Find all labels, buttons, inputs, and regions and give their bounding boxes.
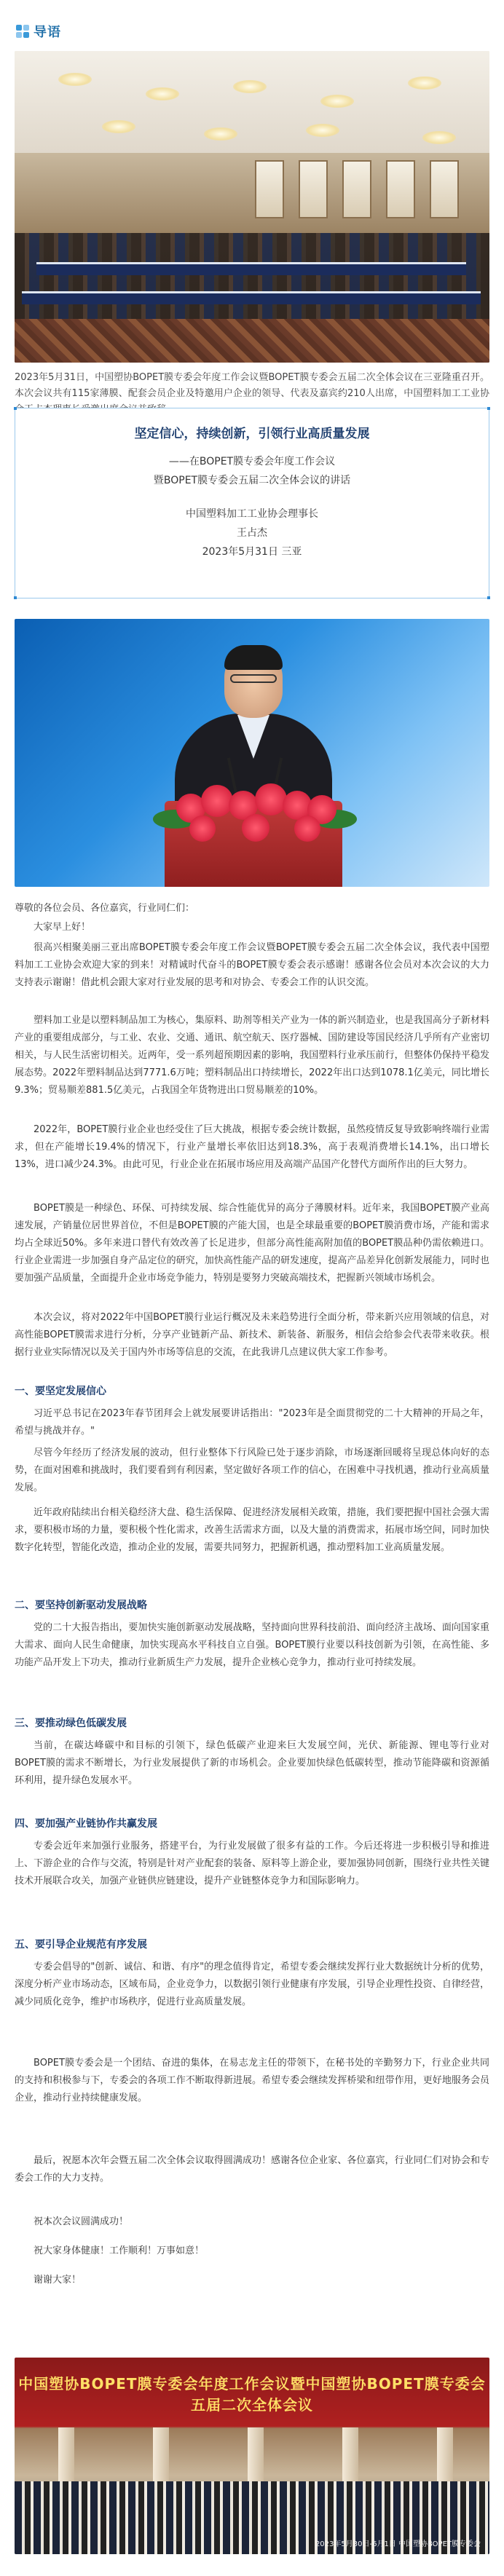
closing-line-3: 谢谢大家！ xyxy=(34,2275,82,2285)
conference-hall-photo xyxy=(15,51,489,363)
intro-label: 导语 xyxy=(34,25,61,40)
section-heading-3: 三、要推动绿色低碳发展 xyxy=(15,1718,127,1729)
section-heading-1: 一、要坚定发展信心 xyxy=(15,1386,106,1397)
speech-subtitle-2: 暨BOPET膜专委会五届二次全体会议的讲话 xyxy=(153,475,351,486)
section-1-paragraph-3: 近年政府陆续出台相关稳经济大盘、稳生活保障、促进经济发展相关政策，措施，我们要把握中国社会强大需求，要积极市场的力量，要积极个性化需求，改善生活需求方面，以及大量的消费需求，拓展市场空间，同时加快数字化转型，智能化改造，推动企业的发展，需要共同努力，把握新机遇，推动塑料加工业高质量发展。 xyxy=(15,1507,489,1553)
section-1-paragraph-2: 尽管今年经历了经济发展的波动，但行业整体下行风险已处于逐步消除，市场逐渐回暖将呈现总体向好的态势，在面对困难和挑战时，我们要看到有利因素，坚定做好各项工作的信心，在困难中寻找机遇，推动行业高质量发展。 xyxy=(15,1447,489,1493)
section-3-paragraph-1: 当前，在碳达峰碳中和目标的引领下，绿色低碳产业迎来巨大发展空间，光伏、新能源、锂电等行业对BOPET膜的需求不断增长，为行业发展提供了新的市场机会。企业要加快绿色低碳转型，推动节能降碳和资源循环利用，提升绿色发展水平。 xyxy=(15,1740,489,1786)
section-5-paragraph-2: BOPET膜专委会是一个团结、奋进的集体，在易志龙主任的带领下，在秘书处的辛勤努力下，行业企业共同的支持和积极参与下，专委会的各项工作不断取得新进展。希望专委会继续发挥桥梁和纽带作用，更好地服务会员企业，推动行业持续健康发展。 xyxy=(15,2058,489,2103)
section-5-paragraph-1: 专委会倡导的"创新、诚信、和谐、有序"的理念值得肯定，希望专委会继续发挥行业大数据统计分析的优势，深度分析产业市场动态，区域布局，企业竞争力，以数据引领行业健康有序发展，引导企业理性投资、自律经营，减少同质化竞争，维护市场秩序，促进行业高质量发展。 xyxy=(15,1961,489,2007)
speaker-organization: 中国塑料加工工业协会理事长 xyxy=(186,508,318,520)
section-heading-2: 二、要坚持创新驱动发展战略 xyxy=(15,1600,147,1611)
speech-greeting: 尊敬的各位会员、各位嘉宾，行业同仁们： xyxy=(15,903,195,914)
closing-line-1: 祝本次会议圆满成功！ xyxy=(34,2216,129,2227)
speech-paragraph-5: 本次会议，将对2022年中国BOPET膜行业运行概况及未来趋势进行全面分析，带来新兴应用领域的信息，对高性能BOPET膜需求进行分析，分享产业链新产品、新技术、新装备、新服务，相信会给参会代表带来收获。根据行业业实际情况以及关于国内外市场等信息的交流，在此我讲几点建议供大家工作参考。 xyxy=(15,1312,489,1358)
speaker-photo xyxy=(15,619,489,887)
closing-line-2: 祝大家身体健康！工作顺利！万事如意！ xyxy=(34,2245,205,2256)
speech-headline: 坚定信心，持续创新，引领行业高质量发展 xyxy=(134,427,370,441)
photo-watermark: 2023年5月30日-6月1日 中国塑协BOPET膜专委会 xyxy=(315,2540,481,2548)
speech-paragraph-4: BOPET膜是一种绿色、环保、可持续发展、综合性能优异的高分子薄膜材料。近年来，我国BOPET膜产业高速发展，产销量位居世界首位，不但是BOPET膜的产能大国，也是全球最重要的BOPET膜消费市场，产能和需求均占全球近50%。多年来进口替代有效改善了长足进步，但部分高性能高附加值的BOPET膜品种仍需依赖进口。行业企业需进一步加强自身产品定位的研究，加快高性能产品的研发速度，提高产品差异化创新发展能力，同时也要加强产品质量，全面提升企业市场竞争能力，特别是要努力突破高端技术，把握新兴领域市场机会。 xyxy=(15,1203,489,1284)
section-heading-5: 五、要引导企业规范有序发展 xyxy=(15,1939,147,1951)
grid-icon xyxy=(16,25,29,38)
group-photo xyxy=(15,2358,489,2554)
speech-date-place: 2023年5月31日 三亚 xyxy=(202,546,302,558)
section-2-paragraph-1: 党的二十大报告指出，要加快实施创新驱动发展战略，坚持面向世界科技前沿、面向经济主战场、面向国家重大需求、面向人民生命健康，加快实现高水平科技自立自强。BOPET膜行业要以科技创新为引领，在高性能、多功能产品开发上下功夫，推动行业新质生产力发展，提升企业核心竞争力，推动行业可持续发展。 xyxy=(15,1622,489,1668)
section-heading-4: 四、要加强产业链协作共赢发展 xyxy=(15,1818,157,1830)
section-1-paragraph-1: 习近平总书记在2023年春节团拜会上就发展要讲话指出："2023年是全面贯彻党的二十大精神的开局之年，希望与挑战并存。" xyxy=(15,1408,489,1437)
section-4-paragraph-1: 专委会近年来加强行业服务，搭建平台，为行业发展做了很多有益的工作。今后还将进一步积极引导和推进上、下游企业的合作与交流，特别是针对产业配套的装备、原料等上游企业，要加强协同创新，围绕行业共性关键技术开展联合攻关，加强产业链供应链建设，提升产业链整体竞争力和国际影响力。 xyxy=(15,1841,489,1886)
speech-subtitle-1: ——在BOPET膜专委会年度工作会议 xyxy=(168,456,336,467)
section-5-paragraph-3: 最后，祝愿本次年会暨五届二次全体会议取得圆满成功！感谢各位企业家、各位嘉宾，行业同仁们对协会和专委会工作的大力支持。 xyxy=(15,2155,489,2184)
speech-paragraph-2: 塑料加工业是以塑料制品加工为核心，集原料、助剂等相关产业为一体的新兴制造业，也是我国高分子新材料产业的重要组成部分，与工业、农业、交通、通讯、航空航天、医疗器械、国防建设等国民经济几乎所有产业密切相关，与人民生活密切相关。近两年，受一系列超预期因素的影响，我国塑料行业承压前行，但整体仍保持平稳发展态势。2022年塑料制品达到7771.6万吨；塑料制品出口持续增长，2022年出口达到1078.1亿美元，同比增长9.3%；贸易顺差881.5亿美元，占我国全年货物进出口贸易顺差的10%。 xyxy=(15,1015,489,1096)
speech-hello: 大家早上好！ xyxy=(34,922,91,933)
speech-paragraph-3: 2022年，BOPET膜行业企业也经受住了巨大挑战，根据专委会统计数据，虽然疫情反复导致影响终端行业需求，但在产能增长19.4%的情况下，行业产量增长率依旧达到18.3%，高于表观消费增长14.1%，出口增长13%，进口减少24.3%。由此可见，行业企业在拓展市场应用及高端产品国产化替代方面所作出的巨大努力。 xyxy=(15,1124,489,1170)
speech-title-card xyxy=(15,408,489,598)
speaker-name: 王占杰 xyxy=(237,527,267,539)
intro-paragraph: 2023年5月31日，中国塑协BOPET膜专委会年度工作会议暨BOPET膜专委会五届二次全体会议在三亚隆重召开。本次会议共有115家薄膜、配套会员企业及特邀用户企业的领导、代表及嘉宾约210人出席，中国塑料加工工业协 xyxy=(15,372,489,399)
banner-text: 中国塑协BOPET膜专委会年度工作会议暨中国塑协BOPET膜专委会五届二次全体会议 xyxy=(18,2375,486,2414)
speech-paragraph-1: 很高兴相聚美丽三亚出席BOPET膜专委会年度工作会议暨BOPET膜专委会五届二次全体会议，我代表中国塑料加工工业协会欢迎大家的到来！对精诚时代奋斗的BOPET膜专委会表示感谢！感谢各位会员对本次会议的大力支持表示谢谢！借此机会跟大家对行业发展的思考和对协会、专委会工作的认识交流。 xyxy=(15,942,489,988)
intro-section-tag xyxy=(16,20,61,42)
